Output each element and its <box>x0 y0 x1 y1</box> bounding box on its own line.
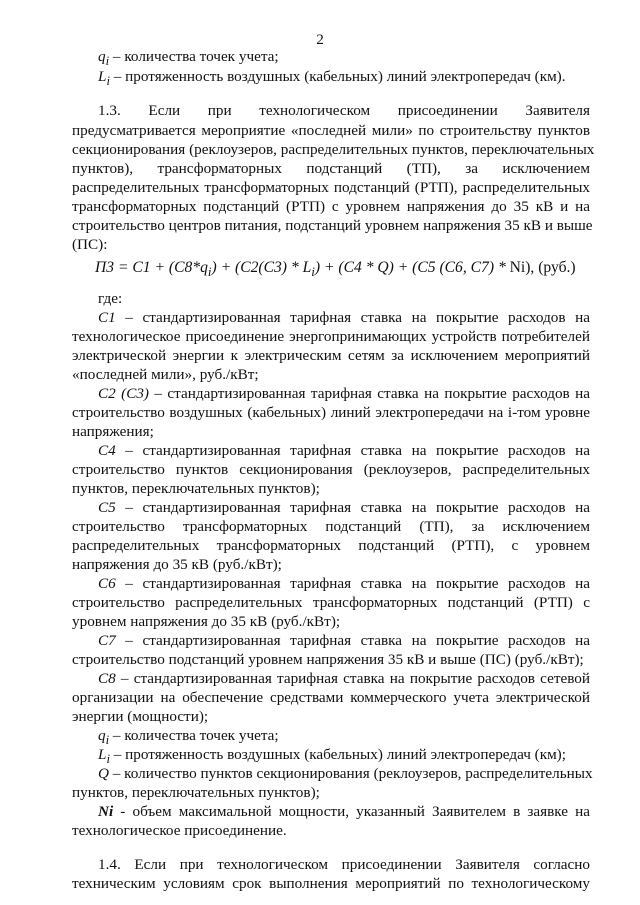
def-ni: Ni - объем максимальной мощности, указанный Заявителем в заявке на <box>98 803 590 820</box>
def-c5: С5 – стандартизированная тарифная ставка на покрытие расходов на <box>98 499 591 516</box>
def-line: пунктов, переключательных пунктов); <box>72 480 320 497</box>
def-line: строительство распределительных трансформаторных подстанций (РТП) с <box>72 594 590 611</box>
def-li: $L_i$ – протяженность воздушных (кабельных) линий электропередач (км); <box>98 746 566 767</box>
def-li-top: $L_i$ – протяженность воздушных (кабельных) линий электропередач (км). <box>98 68 566 89</box>
def-line: строительство трансформаторных подстанций (ТП), за исключением <box>72 518 590 535</box>
def-c6: С6 – стандартизированная тарифная ставка на покрытие расходов на <box>98 575 591 592</box>
def-c7: С7 – стандартизированная тарифная ставка на покрытие расходов на <box>98 632 591 649</box>
def-line: «последней мили», руб./кВт; <box>72 366 259 383</box>
def-line: пунктов, переключательных пунктов); <box>72 784 320 801</box>
p13-line: распределительных трансформаторных подстанций (РТП), распределительных <box>72 179 590 196</box>
where-label: где: <box>98 290 123 307</box>
def-line: технологическое присоединение энергопринимающих устройств потребителей <box>72 328 590 345</box>
def-line: организации на обеспечение средствами коммерческого учета электрической <box>72 689 590 706</box>
def-c4: С4 – стандартизированная тарифная ставка на покрытие расходов на <box>98 442 591 459</box>
p14-line: 1.4. Если при технологическом присоединении Заявителя согласно <box>98 856 590 873</box>
p13-line: строительство центров питания, подстанций уровнем напряжения 35 кВ и выше <box>72 217 593 234</box>
p13-line: трансформаторных подстанций (РТП) с уровнем напряжения до 35 кВ и на <box>72 198 590 215</box>
p13-line: пунктов), трансформаторных подстанций (ТП), за исключением <box>72 160 590 177</box>
def-line: электрической энергии к электрическим сетям за исключением мероприятий <box>72 347 590 364</box>
def-line: строительство пунктов секционирования (реклоузеров, распределительных <box>72 461 590 478</box>
def-c8: С8 – стандартизированная тарифная ставка на покрытие расходов сетевой <box>98 670 590 687</box>
def-line: энергии (мощности); <box>72 708 209 725</box>
formula: $П3 = С1 + (С8*q_i) + (С2(С3) * L_i) + (С4 * Q) + (С5$ (С6, С7) * Ni), (руб.) <box>95 259 576 280</box>
p13-line: 1.3. Если при технологическом присоединении Заявителя <box>98 102 590 119</box>
p14-line: техническим условиям срок выполнения мероприятий по технологическому <box>72 875 590 892</box>
def-line: напряжения до 35 кВ (руб./кВт); <box>72 556 282 573</box>
def-c2c3: С2 (С3) – стандартизированная тарифная ставка на покрытие расходов на <box>98 385 591 402</box>
p13-line: секционирования (реклоузеров, распределительных пунктов, переключательных <box>72 141 595 158</box>
def-line: строительство подстанций уровнем напряжения 35 кВ и выше (ПС) (руб./кВт); <box>72 651 584 668</box>
p13-line: (ПС): <box>72 236 108 253</box>
def-qi: $q_i$ – количества точек учета; <box>98 727 279 748</box>
def-line: технологическое присоединение. <box>72 822 287 839</box>
page-number: 2 <box>316 31 324 48</box>
p13-line: предусматривается мероприятие «последней мили» по строительству пунктов <box>72 122 590 139</box>
def-qi-top: $q_i$ – количества точек учета; <box>98 48 279 69</box>
def-c1: С1 – стандартизированная тарифная ставка на покрытие расходов на <box>98 309 591 326</box>
def-line: уровнем напряжения до 35 кВ (руб./кВт); <box>72 613 341 630</box>
def-line: напряжения; <box>72 423 154 440</box>
def-line: строительство воздушных (кабельных) линий электропередачи на i-том уровне <box>72 404 590 421</box>
def-q: Q – количество пунктов секционирования (реклоузеров, распределительных <box>98 765 593 782</box>
def-line: распределительных трансформаторных подстанций (РТП), с уровнем <box>72 537 590 554</box>
